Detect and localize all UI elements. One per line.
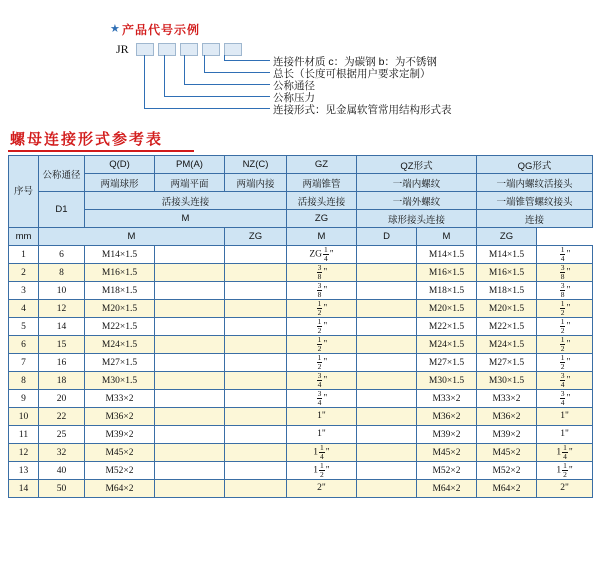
code-box [180,43,198,56]
cell-qz-d: M27×1.5 [417,354,477,372]
cell-gz: $\frac{3}{8}$ " [287,282,357,300]
cell-q: M52×2 [85,462,155,480]
cell-qg-m: M39×2 [477,426,537,444]
diagram-note-material: 连接件材质 c：为碳钢 b：为不锈钢 [273,56,437,68]
cell-gz: 2" [287,480,357,498]
cell-qg-m: M20×1.5 [477,300,537,318]
cell-seq: 2 [9,264,39,282]
header-form-qg-b: 一端锥管螺纹接头 [477,192,593,210]
cell-qg-zg: 1 $\frac{1}{4}$ " [537,444,593,462]
header-form-qz-b: 一端外螺纹 [357,192,477,210]
table-row [9,444,593,462]
cell-gz: 1 $\frac{1}{2}$ " [287,462,357,480]
header-row-join [9,192,593,210]
cell-seq: 13 [9,462,39,480]
diagram-note-pn: 公称压力 [273,92,315,104]
cell-q: M30×1.5 [85,372,155,390]
cell-gz: $\frac{3}{8}$ " [287,264,357,282]
diagram-note-dn: 公称通径 [273,80,315,92]
leader-line [224,60,270,61]
header-unit-qg-zg: ZG [477,228,537,246]
table-row [9,282,593,300]
cell-gz: $\frac{1}{2}$ " [287,318,357,336]
cell-dn: 6 [39,246,85,264]
cell-seq: 12 [9,444,39,462]
cell-qz-d: M16×1.5 [417,264,477,282]
cell-q: M22×1.5 [85,318,155,336]
cell-pm [155,372,225,390]
cell-q: M14×1.5 [85,246,155,264]
table-row [9,390,593,408]
nut-connection-table-wrap [8,155,592,498]
header-join-q: 活接头连接 [85,192,287,210]
cell-dn: 8 [39,264,85,282]
cell-nz [225,480,287,498]
header-row-unitrow [9,228,593,246]
cell-seq: 9 [9,390,39,408]
header-unit-m2: M [39,228,225,246]
cell-qz-m [357,354,417,372]
header-form-nz: 两端内接 [225,174,287,192]
cell-q: M20×1.5 [85,300,155,318]
leader-line [204,72,270,73]
cell-dn: 16 [39,354,85,372]
cell-qz-d: M30×1.5 [417,372,477,390]
cell-nz [225,246,287,264]
diagram-note-form: 连接形式：见金属软管常用结构形式表 [273,104,452,116]
cell-qz-m [357,264,417,282]
cell-nz [225,336,287,354]
cell-qz-m [357,318,417,336]
cell-qz-m [357,282,417,300]
cell-qz-d: M45×2 [417,444,477,462]
cell-qg-m: M18×1.5 [477,282,537,300]
code-box-row [136,43,242,56]
cell-q: M39×2 [85,426,155,444]
cell-pm [155,408,225,426]
table-row [9,336,593,354]
cell-qg-zg: 1 $\frac{1}{2}$ " [537,462,593,480]
cell-dn: 14 [39,318,85,336]
cell-qz-d: M52×2 [417,462,477,480]
cell-nz [225,372,287,390]
cell-seq: 8 [9,372,39,390]
cell-qg-zg: $\frac{1}{2}$ " [537,300,593,318]
cell-qg-m: M27×1.5 [477,354,537,372]
header-d1: D1 [39,192,85,228]
cell-qg-m: M45×2 [477,444,537,462]
cell-qz-d: M39×2 [417,426,477,444]
header-form-qz: 一端内螺纹 [357,174,477,192]
cell-q: M16×1.5 [85,264,155,282]
table-row [9,408,593,426]
code-box [158,43,176,56]
header-unit-m: M [85,210,287,228]
cell-dn: 25 [39,426,85,444]
cell-q: M64×2 [85,480,155,498]
cell-qz-d: M24×1.5 [417,336,477,354]
header-join-qz: 球形接头连接 [357,210,477,228]
cell-nz [225,282,287,300]
cell-gz: 1 $\frac{1}{4}$ " [287,444,357,462]
header-row-forms [9,174,593,192]
cell-gz: $\frac{3}{4}$ " [287,372,357,390]
cell-qg-zg: $\frac{1}{2}$ " [537,336,593,354]
cell-qz-m [357,444,417,462]
table-row [9,300,593,318]
cell-qg-zg: 2" [537,480,593,498]
cell-q: M27×1.5 [85,354,155,372]
cell-pm [155,480,225,498]
cell-dn: 32 [39,444,85,462]
cell-pm [155,318,225,336]
cell-q: M45×2 [85,444,155,462]
leader-line [164,96,270,97]
header-unit-qg-m: M [417,228,477,246]
diagram-note-length: 总长（长度可根据用户要求定制） [273,68,431,80]
cell-nz [225,264,287,282]
header-group-code-q: Q(D) [85,156,155,174]
cell-qz-d: M64×2 [417,480,477,498]
cell-qg-zg: $\frac{1}{4}$ " [537,246,593,264]
cell-dn: 20 [39,390,85,408]
cell-gz: $\frac{1}{2}$ " [287,300,357,318]
header-unit-qz-d: D [357,228,417,246]
code-box [224,43,242,56]
cell-qg-m: M52×2 [477,462,537,480]
cell-nz [225,408,287,426]
cell-qg-m: M24×1.5 [477,336,537,354]
cell-qz-d: M20×1.5 [417,300,477,318]
leader-line [144,55,145,108]
table-row [9,462,593,480]
header-group-code-nz: NZ(C) [225,156,287,174]
star-icon: ★ [110,23,120,35]
cell-seq: 5 [9,318,39,336]
cell-dn: 18 [39,372,85,390]
cell-qg-zg: $\frac{3}{4}$ " [537,390,593,408]
cell-seq: 7 [9,354,39,372]
leader-line [184,55,185,84]
section-title: 螺母连接形式参考表 [10,131,164,148]
cell-pm [155,246,225,264]
header-unit-zg2: ZG [225,228,287,246]
cell-qz-d: M18×1.5 [417,282,477,300]
cell-seq: 4 [9,300,39,318]
cell-nz [225,390,287,408]
cell-qg-zg: $\frac{1}{2}$ " [537,354,593,372]
cell-dn: 15 [39,336,85,354]
leader-line [144,108,270,109]
cell-qg-zg: $\frac{3}{8}$ " [537,282,593,300]
cell-gz: $\frac{3}{4}$ " [287,390,357,408]
cell-q: M36×2 [85,408,155,426]
header-group-code-pm: PM(A) [155,156,225,174]
cell-q: M33×2 [85,390,155,408]
cell-qz-m [357,426,417,444]
cell-dn: 40 [39,462,85,480]
table-row [9,372,593,390]
cell-nz [225,300,287,318]
table-row [9,264,593,282]
cell-qz-m [357,336,417,354]
cell-seq: 11 [9,426,39,444]
cell-dn: 12 [39,300,85,318]
cell-gz: 1" [287,426,357,444]
header-group-code-gz: GZ [287,156,357,174]
cell-pm [155,354,225,372]
product-code-diagram [0,0,600,130]
cell-gz: ZG $\frac{1}{4}$ " [287,246,357,264]
cell-q: M24×1.5 [85,336,155,354]
cell-qg-m: M14×1.5 [477,246,537,264]
header-form-q: 两端球形 [85,174,155,192]
header-seq [9,156,39,228]
cell-nz [225,354,287,372]
cell-qz-m [357,246,417,264]
header-seq-label: 序号 [13,186,33,197]
cell-nz [225,426,287,444]
header-unit-zg: ZG [287,210,357,228]
header-form-qg: 一端内螺纹活接头 [477,174,593,192]
cell-qz-d: M14×1.5 [417,246,477,264]
cell-qg-m: M16×1.5 [477,264,537,282]
header-dn: 公称通径 [39,156,85,192]
cell-qz-m [357,390,417,408]
cell-pm [155,462,225,480]
cell-qz-d: M33×2 [417,390,477,408]
cell-qz-m [357,300,417,318]
cell-pm [155,282,225,300]
code-box [136,43,154,56]
leader-line [164,55,165,96]
cell-nz [225,444,287,462]
cell-seq: 10 [9,408,39,426]
header-join-gz: 活接头连接 [287,192,357,210]
cell-qz-m [357,480,417,498]
cell-qg-zg: 1" [537,408,593,426]
cell-nz [225,462,287,480]
cell-qz-m [357,408,417,426]
cell-qg-m: M30×1.5 [477,372,537,390]
cell-qg-m: M22×1.5 [477,318,537,336]
cell-dn: 50 [39,480,85,498]
header-mm: mm [9,228,39,246]
table-head [9,156,593,246]
cell-qg-zg: $\frac{1}{2}$ " [537,318,593,336]
cell-seq: 1 [9,246,39,264]
cell-gz: $\frac{1}{2}$ " [287,336,357,354]
cell-qg-m: M33×2 [477,390,537,408]
cell-seq: 14 [9,480,39,498]
cell-pm [155,264,225,282]
cell-qz-d: M36×2 [417,408,477,426]
title-underline [8,150,194,152]
header-row-units [9,210,593,228]
leader-line [184,84,270,85]
header-group-code-qg: QG形式 [477,156,593,174]
header-unit-qz-m: M [287,228,357,246]
table-row [9,354,593,372]
cell-qg-zg: 1" [537,426,593,444]
cell-dn: 22 [39,408,85,426]
cell-pm [155,300,225,318]
table-row [9,246,593,264]
cell-qg-m: M64×2 [477,480,537,498]
cell-pm [155,444,225,462]
table-body [9,246,593,498]
cell-qz-m [357,462,417,480]
header-group-code-qz: QZ形式 [357,156,477,174]
cell-pm [155,390,225,408]
cell-q: M18×1.5 [85,282,155,300]
code-prefix: JR [116,42,129,56]
cell-nz [225,318,287,336]
table-row [9,426,593,444]
cell-gz: $\frac{1}{2}$ " [287,354,357,372]
header-row-codes [9,156,593,174]
cell-seq: 6 [9,336,39,354]
cell-pm [155,336,225,354]
table-row [9,480,593,498]
cell-dn: 10 [39,282,85,300]
nut-connection-table [8,155,593,498]
cell-qg-zg: $\frac{3}{8}$ " [537,264,593,282]
diagram-title: 产品代号示例 [122,23,201,37]
cell-pm [155,426,225,444]
header-join-qg: 连接 [477,210,593,228]
cell-qg-m: M36×2 [477,408,537,426]
leader-line [204,55,205,72]
cell-gz: 1" [287,408,357,426]
cell-seq: 3 [9,282,39,300]
header-form-pm: 两端平面 [155,174,225,192]
cell-qg-zg: $\frac{3}{4}$ " [537,372,593,390]
header-form-gz: 两端锥管 [287,174,357,192]
table-row [9,318,593,336]
cell-qz-m [357,372,417,390]
cell-qz-d: M22×1.5 [417,318,477,336]
